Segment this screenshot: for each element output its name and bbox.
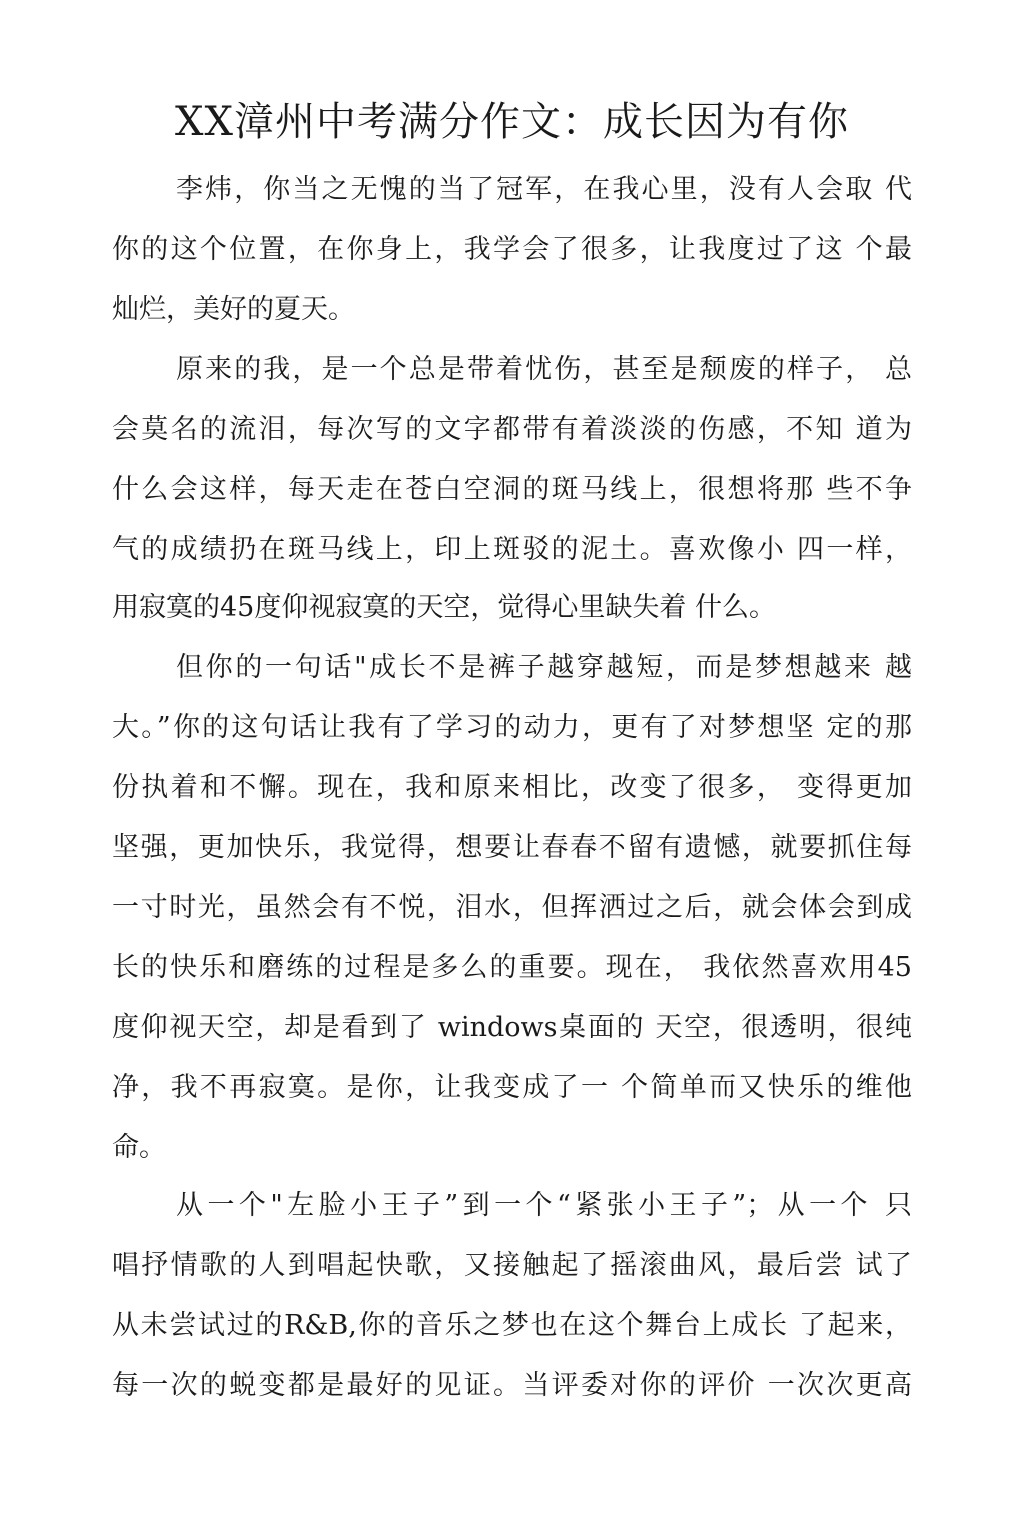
text-line: 长的快乐和磨练的过程是多么的重要。现在， 我依然喜欢用45 (112, 952, 912, 983)
text-line: 什么会这样，每天走在苍白空洞的斑马线上，很想将那 些不争 (112, 474, 912, 505)
text-line: 会莫名的流泪，每次写的文字都带有着淡淡的伤感，不知 道为 (112, 414, 912, 445)
text-line: 命。 (112, 1132, 166, 1163)
text-line: 坚强，更加快乐，我觉得，想要让春春不留有遗憾，就要抓住每 (112, 832, 912, 863)
text-line: 李炜，你当之无愧的当了冠军，在我心里，没有人会取 代 (176, 174, 912, 205)
text-line: 份执着和不懈。现在，我和原来相比，改变了很多， 变得更加 (112, 772, 912, 803)
text-line: 用寂寞的45度仰视寂寞的天空，觉得心里缺失着 什么。 (112, 592, 776, 623)
text-line: 灿烂，美好的夏天。 (112, 294, 355, 325)
text-line: 一寸时光，虽然会有不悦，泪水，但挥洒过之后，就会体会到成 (112, 892, 912, 923)
text-line: 每一次的蜕变都是最好的见证。当评委对你的评价 一次次更高 (112, 1370, 912, 1401)
text-line: 从未尝试过的R&B,你的音乐之梦也在这个舞台上成长 了起来， (112, 1310, 912, 1341)
text-line: 但你的一句话"成长不是裤子越穿越短，而是梦想越来 越 (176, 652, 912, 683)
text-line: 度仰视天空，却是看到了 windows桌面的 天空，很透明，很纯 (112, 1012, 912, 1043)
text-line: 从一个"左脸小王子”到一个“紧张小王子”；从一个 只 (176, 1190, 912, 1221)
text-line: 气的成绩扔在斑马线上，印上斑驳的泥土。喜欢像小 四一样， (112, 534, 912, 565)
text-line: 净，我不再寂寞。是你，让我变成了一 个简单而又快乐的维他 (112, 1072, 912, 1103)
text-line: 原来的我，是一个总是带着忧伤，甚至是颓废的样子， 总 (176, 354, 912, 385)
text-line: 大。”你的这句话让我有了学习的动力，更有了对梦想坚 定的那 (112, 712, 912, 743)
document-title: XX漳州中考满分作文：成长因为有你 (175, 99, 849, 145)
text-line: 你的这个位置，在你身上，我学会了很多，让我度过了这 个最 (112, 234, 912, 265)
text-line: 唱抒情歌的人到唱起快歌，又接触起了摇滚曲风，最后尝 试了 (112, 1250, 912, 1281)
